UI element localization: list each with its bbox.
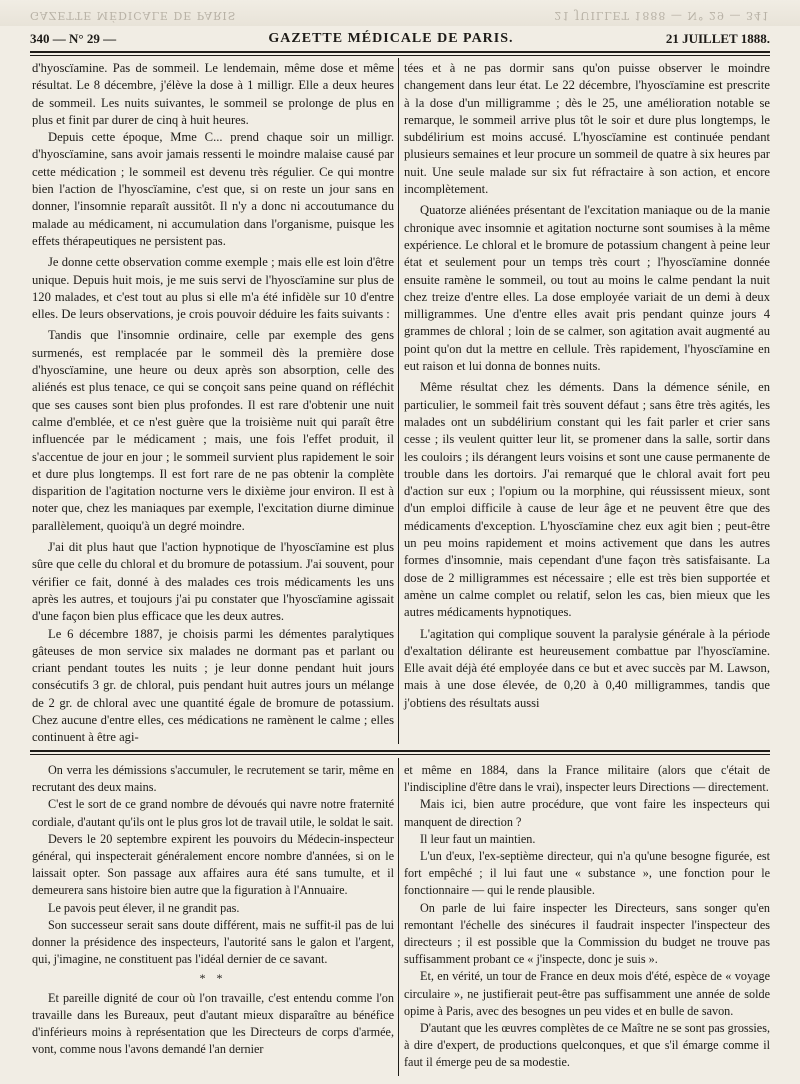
paragraph: L'agitation qui complique souvent la paralysie générale à la période d'exaltation délirante est heureusement combattue par l'hyoscïamine. Elle avait déjà été employée dans ce but et avec succès par M. Lawson, mais à une dose élevée, de 0,20 à 0,40 milligrammes, tandis que j'obtiens des résultats aussi bbox=[404, 626, 770, 710]
paragraph: Le pavois peut élever, il ne grandit pas. bbox=[48, 900, 240, 915]
paragraph: C'est le sort de ce grand nombre de dévoués qui navre notre fraternité cordiale, d'autant qu'ils ont le plus gros lot de travail utile, le soldat le sait. bbox=[32, 797, 394, 829]
section-rule bbox=[30, 750, 770, 752]
column-divider bbox=[398, 58, 399, 744]
paragraph: Et, en vérité, un tour de France en deux mois d'été, espèce de « voyage circulaire », ne justifierait peut-être pas suffisamment une année de solde opime à Paris, avec des besognes un peu vides et en bulle de savon. bbox=[404, 969, 770, 1018]
top-left-column bbox=[32, 60, 394, 747]
paragraph: Depuis cette époque, Mme C... prend chaque soir un milligr. d'hyoscïamine, sans avoir jamais ressenti le moindre malaise causé par cette médication ; le sommeil est devenu très régulier. Ce qui montre bien l'action de l'hyoscïamine, c'est que, si on reste un jour sans en donner, l'insomnie reparaît aussitôt. Il n'y a donc ni accoutumance du malade au médicament, ni accumulation dans l'organisme, puisque les effets thérapeutiques ne persistent pas. bbox=[32, 130, 394, 248]
paragraph: D'autant que les œuvres complètes de ce Maître ne se sont pas grossies, à dire d'expert, de productions quelconques, et que s'il émarge comme il faut il émerge peu de sa modestie. bbox=[404, 1021, 770, 1070]
top-right-column bbox=[404, 60, 770, 712]
page-header bbox=[30, 28, 770, 50]
paragraph: Quatorze aliénées présentant de l'excitation maniaque ou de la manie chronique avec insomnie et agitation nocturne sont soumises à la même expérience. Le chloral et le bromure de potassium changent à peine leur état et seulement pour un temps très court ; l'hyoscïamine donnée ensuite ramène le sommeil, ou tout au moins le calme pendant la nuit chez treize d'entre elles. La dose employée variait de un demi à deux milligrammes. Une d'entre elles avait pris pendant quinze jours 4 grammes de chloral ; loin de se calmer, son agitation avait augmenté au point qu'on dut la mettre en cellule. Très rapidement, l'hyoscïamine en eut raison et lui donna de bonnes nuits. bbox=[404, 203, 770, 374]
header-rule-thin bbox=[30, 55, 770, 56]
section-stars: * * bbox=[199, 971, 227, 986]
paragraph: tées et à ne pas dormir sans qu'on puisse observer le moindre changement dans leur état. Le 22 décembre, l'hyoscïamine est prescrite à la dose d'un milligramme ; dès le 25, une amélioration notable se remarque, le sommeil arrive plus tôt le soir et dure plus longtemps, le subdélirium est moins accusé. L'hyoscïamine est continuée pendant plusieurs semaines et leur procure un sommeil de quatre à six heures par nuit. Une seule malade sur six fut réfractaire à son action, et encore incomplètement. bbox=[404, 61, 770, 197]
bottom-left-column bbox=[32, 762, 394, 1058]
paragraph: On verra les démissions s'accumuler, le recrutement se tarir, même en recrutant des deux mains. bbox=[32, 763, 394, 795]
paragraph: Le 6 décembre 1887, je choisis parmi les démentes paralytiques gâteuses de mon service six malades ne dormant pas et parlant ou criant pendant toutes les nuits ; je leur donne pendant huit jours consécutifs 3 gr. de chloral, puis pendant huit autres jours un mélange de 2 gr. de chloral avec une quantité égale de bromure de potassium. Chez aucune d'entre elles, ces médications ne ramènent le calme ; elles continuent à être agi- bbox=[32, 626, 394, 745]
column-divider-bottom bbox=[398, 758, 399, 1076]
paragraph: Je donne cette observation comme exemple ; mais elle est loin d'être unique. Depuis huit mois, je me suis servi de l'hyoscïamine sur plus de 120 malades, et c'est tout au plus si elle m'a été infidèle sur 10 d'entre elles. De leurs observations, je crois pouvoir déduire les faits suivants : bbox=[32, 255, 394, 322]
section-rule-thin bbox=[30, 754, 770, 755]
paragraph: Son successeur serait sans doute différent, mais ne suffit-il pas de lui donner la présidence des inspecteurs, l'autorité sans le galon et l'argent, qui, j'imagine, ne constituent pas l'idéal dernier de ce savant. bbox=[32, 917, 394, 967]
issue-date: 21 JUILLET 1888. bbox=[665, 31, 770, 46]
paragraph: et même en 1884, dans la France militaire (alors que c'était de l'indiscipline d'être dans le vrai), inspecter leurs Directions — directement. bbox=[404, 763, 770, 795]
header-rule bbox=[30, 51, 770, 53]
bleed-right: 21 JUILLET 1888 — N° 29 — 341 bbox=[554, 9, 770, 22]
journal-title: GAZETTE MÉDICALE DE PARIS. bbox=[268, 31, 514, 46]
paragraph: L'un d'eux, l'ex-septième directeur, qui n'a qu'une besogne figurée, est fort empêché ; il lui faut une « substance », une fonction pour le fonctionnaire — qui le rende plausible. bbox=[404, 849, 770, 898]
bleed-through-text bbox=[0, 0, 800, 26]
page-number: 340 — N° 29 — bbox=[30, 31, 117, 46]
paragraph: Et pareille dignité de cour où l'on travaille, c'est entendu comme l'on travaille dans les Bureaux, peut d'autant mieux disparaître au bénéfice d'inférieurs moins à représentation que les Directeurs de corps d'armée, vont, comme nous l'avons demandé l'an dernier bbox=[32, 990, 394, 1057]
bottom-right-column bbox=[404, 762, 770, 1072]
paragraph: Même résultat chez les déments. Dans la démence sénile, en particulier, le sommeil fait très souvent défaut ; sans être très agités, les malades ont un subdélirium constant qui les fait parler et crier sans cesse ; ils veulent quitter leur lit, se promener dans la salle, sortir dans les couloirs ; ils dérangent leurs voisins et sont une cause permanente de trouble dans les dortoirs. J'ai remarqué que le chloral avait fort peu d'action sur eux ; l'opium ou la morphine, qui réussissent mieux, sont d'un emploi difficile à cause de leur âge et ne peuvent être que des médicaments d'exception. L'hyoscïamine chez eux agit bien ; peut-être un peu moins rapidement et moins activement que dans les autres formes d'insomnie, mais cependant d'une façon très satisfaisante. La dose de 2 milligrammes est nécessaire ; elle est très bien supportée et amène un calme complet ou relatif, selon les cas, bien mieux que les autres médicaments hypnotiques. bbox=[404, 380, 770, 620]
paragraph: J'ai dit plus haut que l'action hypnotique de l'hyoscïamine est plus sûre que celle du chloral et du bromure de potassium. J'ai souvent, pour vérifier ce fait, donné à des malades ces trois médicaments les uns après les autres, et toujours j'ai pu constater que l'hyoscïamine agissait d'une façon bien plus efficace que les deux autres. bbox=[32, 540, 394, 624]
paragraph: Tandis que l'insomnie ordinaire, celle par exemple des gens surmenés, est remplacée par le sommeil dès la première dose d'hyoscïamine, une heure ou deux après son absorption, celle des aliénés est plus tenace, ce qui se conçoit sans peine quand on réfléchit que ses causes sont bien plus profondes. Il est rare d'obtenir une nuit calme d'emblée, et ce n'est guère que la troisième nuit qui paraît être influencée par le médicament ; mais, une fois l'effet produit, il s'accentue de jour en jour ; le sommeil survient plus rapidement le soir et dure plus longtemps. Il est fort rare de ne pas obtenir la complète disparition de l'agitation nocturne vers le dixième jour environ. Il est à noter que, chez les maniaques par exemple, l'excitation diurne diminue parallèlement, quoiqu'à un degré moindre. bbox=[32, 328, 394, 533]
paragraph: d'hyoscïamine. Pas de sommeil. Le lendemain, même dose et même résultat. Le 8 décembre, j'élève la dose à 1 milligr. Elle a deux heures de sommeil. Les nuits suivantes, le sommeil se prolonge de plus en plus et finit par durer de cinq à huit heures. bbox=[32, 61, 394, 127]
paragraph: Il leur faut un maintien. bbox=[420, 831, 536, 846]
paragraph: On parle de lui faire inspecter les Directeurs, sans songer qu'en remontant l'échelle des sinécures il faudrait inspecter l'inspecteur des directeurs ; il est possible que la Commission du budget ne trouve pas suffisamment probant ce « j'inspecte, donc je suis ». bbox=[404, 900, 770, 967]
paragraph: Mais ici, bien autre procédure, que vont faire les inspecteurs qui manquent de direction ? bbox=[404, 797, 770, 829]
bleed-left: GAZETTE MÉDICALE DE PARIS bbox=[30, 9, 237, 22]
paragraph: Devers le 20 septembre expirent les pouvoirs du Médecin-inspecteur général, qui inspecterait généralement encore nombre d'années, si on le laissait opter. Son passage aux affaires aura été sans tumulte, et il demeurera sans histoire bien autre que la figuration à l'Annuaire. bbox=[32, 831, 394, 898]
